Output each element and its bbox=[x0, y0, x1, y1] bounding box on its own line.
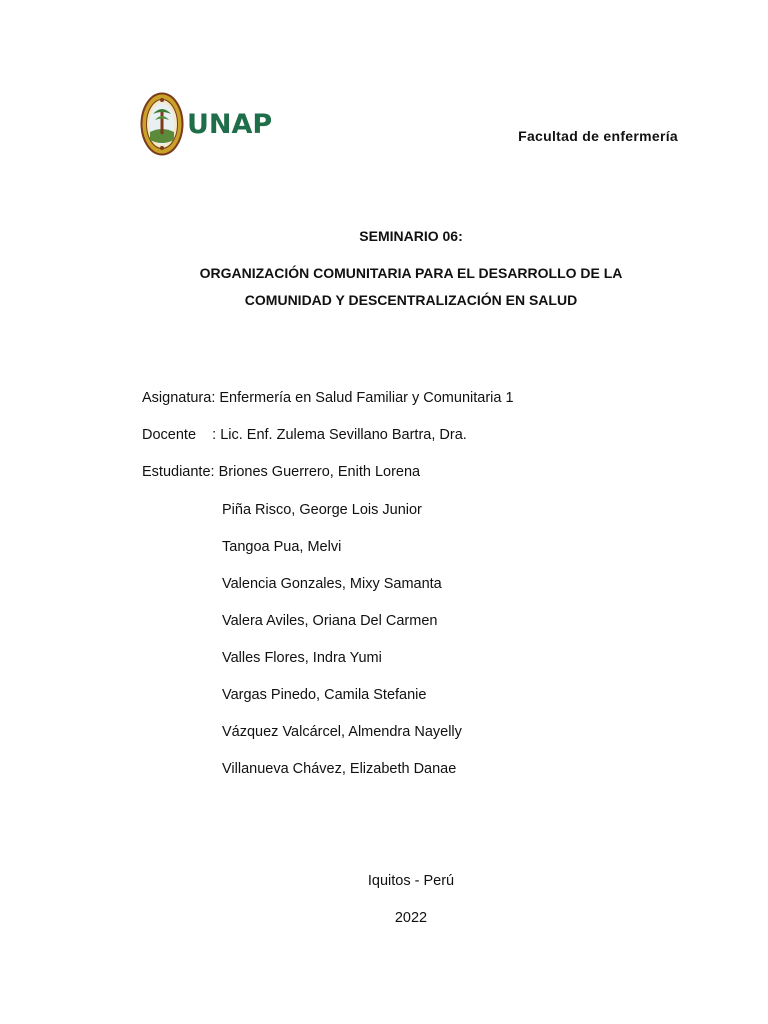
teacher-label: Docente bbox=[142, 427, 197, 443]
subject-label: Asignatura: bbox=[142, 390, 216, 406]
students-list bbox=[222, 502, 462, 798]
student-name: Briones Guerrero, Enith Lorena bbox=[218, 464, 421, 480]
student-name: Tangoa Pua, Melvi bbox=[222, 539, 342, 555]
subject-row bbox=[142, 390, 514, 406]
document-title-line-2: COMUNIDAD Y DESCENTRALIZACIÓN EN SALUD bbox=[244, 292, 578, 308]
university-seal-icon bbox=[140, 92, 184, 156]
year: 2022 bbox=[394, 910, 428, 926]
student-name: Valencia Gonzales, Mixy Samanta bbox=[222, 576, 442, 592]
faculty-name: Facultad de enfermería bbox=[518, 128, 678, 144]
logo-text: UNAP bbox=[187, 108, 273, 140]
student-name: Valles Flores, Indra Yumi bbox=[222, 650, 382, 666]
student-name: Vázquez Valcárcel, Almendra Nayelly bbox=[222, 724, 462, 740]
student-name: Vargas Pinedo, Camila Stefanie bbox=[222, 687, 427, 703]
teacher-row bbox=[142, 427, 467, 443]
student-name: Villanueva Chávez, Elizabeth Danae bbox=[222, 761, 457, 777]
subject-value: Enfermería en Salud Familiar y Comunitaria 1 bbox=[219, 390, 514, 406]
seminar-number: SEMINARIO 06: bbox=[359, 228, 463, 244]
teacher-value: : Lic. Enf. Zulema Sevillano Bartra, Dra. bbox=[212, 427, 467, 443]
document-title-line-1: ORGANIZACIÓN COMUNITARIA PARA EL DESARROLLO DE LA bbox=[199, 265, 623, 281]
city-country: Iquitos - Perú bbox=[367, 873, 455, 889]
student-name: Valera Aviles, Oriana Del Carmen bbox=[222, 613, 438, 629]
university-logo bbox=[140, 92, 272, 156]
student-name: Piña Risco, George Lois Junior bbox=[222, 502, 422, 518]
students-row bbox=[142, 464, 420, 480]
students-label: Estudiante: bbox=[142, 464, 215, 480]
